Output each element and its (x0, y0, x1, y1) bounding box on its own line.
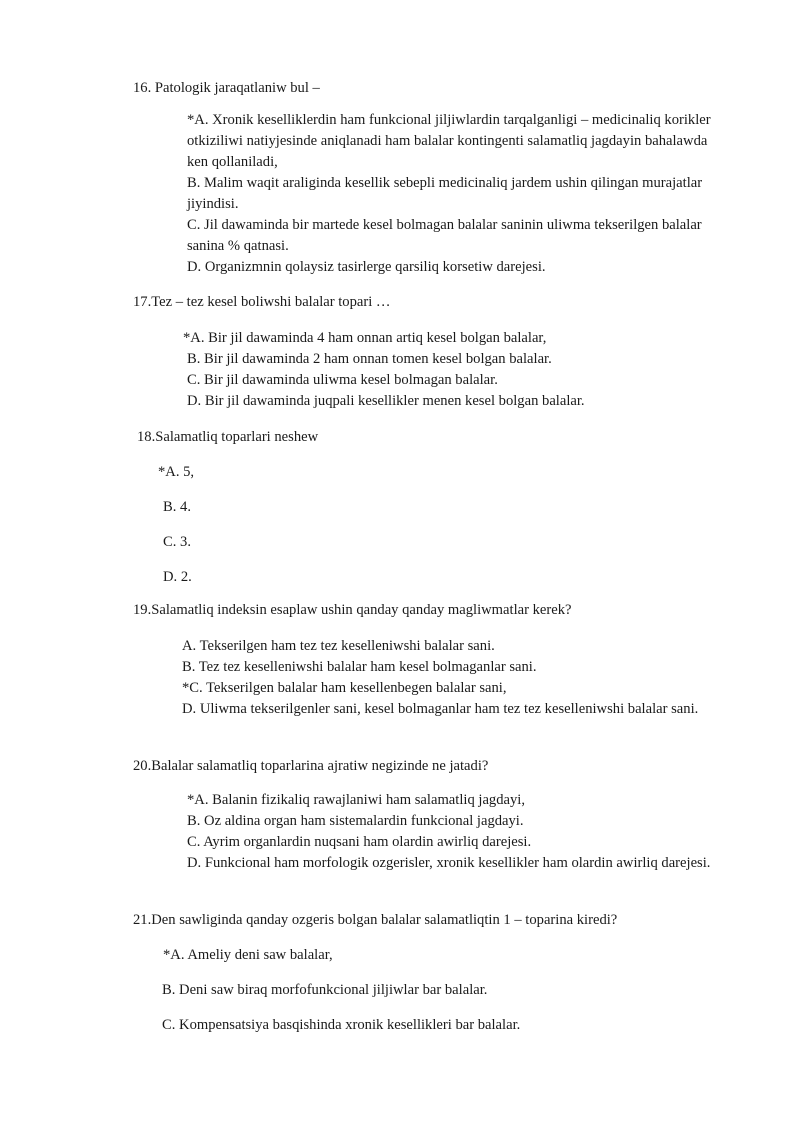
option-21-b: B. Deni saw biraq morfofunkcional jiljiwlar bar balalar. (162, 982, 488, 998)
option-19-d: D. Uliwma tekserilgenler sani, kesel bolmaganlar ham tez tez keselleniwshi balalar sani. (182, 701, 699, 717)
question-16: 16. Patologik jaraqatlaniw bul – (133, 80, 320, 96)
options-16 (187, 110, 727, 278)
option-20-d: D. Funkcional ham morfologik ozgerisler, xronik kesellikler ham olardin awirliq darejesi. (187, 855, 711, 871)
option-21-c: C. Kompensatsiya basqishinda xronik keselliklerі bar balalar. (162, 1017, 521, 1033)
option-20-c: C. Ayrim organlardin nuqsani ham olardin awirliq darejesi. (187, 834, 532, 850)
option-18-d: D. 2. (163, 569, 192, 585)
option-16-c: C. Jil dawaminda bir martede kesel bolmagan balalar saninin uliwma tekserilgen balalar sanina % qatnasi. (187, 217, 702, 254)
option-17-c: C. Bir jil dawaminda uliwma kesel bolmagan balalar. (187, 372, 498, 388)
option-18-b: B. 4. (163, 499, 191, 515)
option-18-a: *A. 5, (158, 464, 195, 480)
option-20-b: B. Oz aldina organ ham sistemalardin funkcional jagdayi. (187, 813, 524, 829)
option-19-c: *C. Tekserilgen balalar ham kesellenbegen balalar sani, (182, 680, 507, 696)
option-17-b: B. Bir jil dawaminda 2 ham onnan tomen kesel bolgan balalar. (187, 351, 552, 367)
question-19: 19.Salamatliq indeksin esaplaw ushin qanday qanday magliwmatlar kerek? (133, 602, 572, 618)
question-18: 18.Salamatliq toparlari neshew (137, 429, 319, 445)
options-17 (183, 328, 585, 412)
options-21 (162, 945, 520, 1050)
option-16-b: B. Malim waqit araliginda kesellik sebepli medicinaliq jardem ushin qilingan murajatlar jiyindisi. (187, 175, 703, 212)
option-17-d: D. Bir jil dawaminda juqpali kesellikler menen kesel bolgan balalar. (187, 393, 585, 409)
option-20-a: *A. Balanin fizikaliq rawajlaniwi ham salamatliq jagdayi, (187, 792, 525, 808)
question-20: 20.Balalar salamatliq toparlarina ajratiw negizinde ne jatadi? (133, 758, 489, 774)
question-21: 21.Den sawliginda qanday ozgeris bolgan balalar salamatliqtin 1 – toparina kiredi? (133, 912, 618, 928)
option-21-a: *A. Ameliy deni saw balalar, (163, 947, 333, 963)
question-17: 17.Tez – tez kesel boliwshi balalar topari … (133, 294, 391, 310)
options-19 (182, 636, 742, 720)
options-18 (158, 462, 194, 602)
option-19-a: A. Tekserilgen ham tez tez keselleniwshi balalar sani. (182, 638, 495, 654)
option-19-b: B. Tez tez keselleniwshi balalar ham kesel bolmaganlar sani. (182, 659, 537, 675)
option-17-a: *A. Bir jil dawaminda 4 ham onnan artiq kesel bolgan balalar, (183, 330, 547, 346)
option-16-d: D. Organizmnin qolaysiz tasirlerge qarsiliq korsetiw darejesi. (187, 259, 546, 275)
options-20 (187, 790, 727, 874)
option-18-c: C. 3. (163, 534, 191, 550)
option-16-a: *A. Xronik keselliklerdin ham funkcional jiljiwlardin tarqalganligi – medicinaliq korikler otkiziliwi natiyjesinde aniqlanadi ham balalar kontingenti salamatliq jagdayin bahalawda ken qollaniladi, (187, 112, 711, 170)
